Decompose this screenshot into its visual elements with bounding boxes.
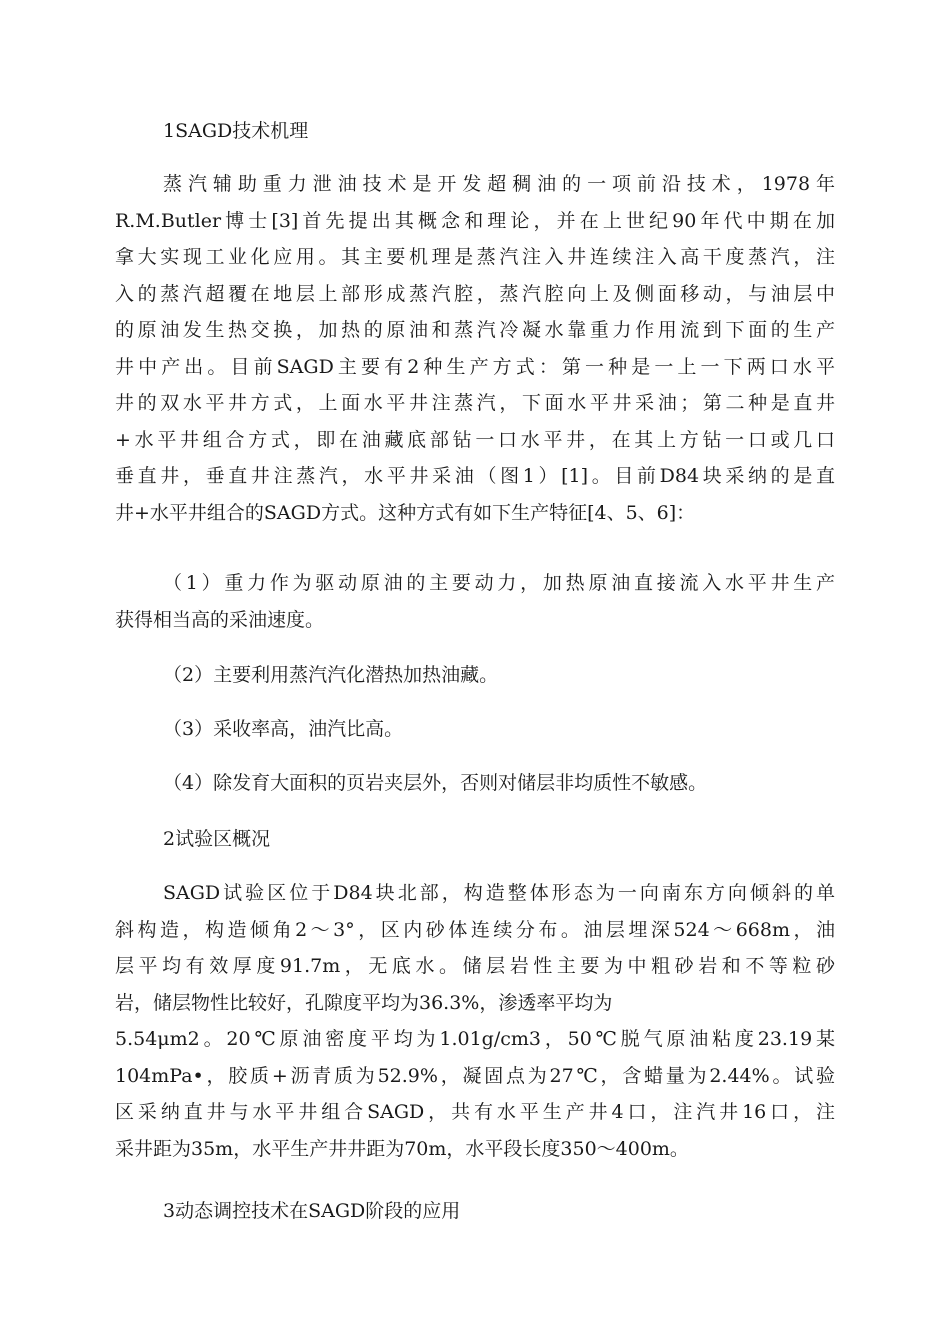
paragraph-line: 拿大实现工业化应用。其主要机理是蒸汽注入井连续注入高干度蒸汽，注 bbox=[115, 246, 835, 268]
section-2-heading: 2试验区概况 bbox=[163, 828, 271, 850]
feature-line: （3）采收率高，油汽比高。 bbox=[163, 718, 404, 740]
paragraph-line: 井中产出。目前SAGD主要有2种生产方式：第一种是一上一下两口水平 bbox=[115, 355, 835, 378]
paragraph-line: 井的双水平井方式，上面水平井注蒸汽，下面水平井采油；第二种是直井 bbox=[115, 392, 835, 414]
paragraph-line: 104mPa•，胶质+沥青质为52.9%，凝固点为27℃，含蜡量为2.44%。试验 bbox=[115, 1064, 835, 1087]
paragraph-line: +水平井组合方式，即在油藏底部钻一口水平井，在其上方钻一口或几口 bbox=[115, 428, 835, 451]
paragraph-line: 的原油发生热交换，加热的原油和蒸汽冷凝水靠重力作用流到下面的生产 bbox=[115, 319, 835, 341]
paragraph-line: SAGD试验区位于D84块北部，构造整体形态为一向南东方向倾斜的单 bbox=[163, 882, 835, 904]
paragraph-line: 区采纳直井与水平井组合SAGD，共有水平生产井4口，注汽井16口，注 bbox=[115, 1101, 835, 1123]
feature-2 bbox=[115, 657, 835, 694]
paragraph-line: 岩，储层物性比较好，孔隙度平均为36.3%，渗透率平均为 bbox=[115, 991, 613, 1014]
feature-4 bbox=[115, 765, 835, 802]
paragraph-line: 斜构造，构造倾角2～3°，区内砂体连续分布。油层埋深524～668m，油 bbox=[115, 918, 835, 941]
feature-3 bbox=[115, 711, 835, 748]
paragraph-line: R.M.Butler博士[3]首先提出其概念和理论，并在上世纪90年代中期在加 bbox=[115, 209, 835, 232]
feature-line: （1）重力作为驱动原油的主要动力，加热原油直接流入水平井生产 bbox=[163, 572, 835, 594]
section-2-paragraph bbox=[115, 875, 835, 1167]
feature-line: 获得相当高的采油速度。 bbox=[115, 608, 325, 631]
section-1-heading: 1SAGD技术机理 bbox=[163, 120, 309, 142]
paragraph-line: 井+水平井组合的SAGD方式。这种方式有如下生产特征[4、5、6]： bbox=[115, 501, 696, 524]
section-3-heading: 3动态调控技术在SAGD阶段的应用 bbox=[163, 1200, 461, 1222]
paragraph-line: 入的蒸汽超覆在地层上部形成蒸汽腔，蒸汽腔向上及侧面移动，与油层中 bbox=[115, 282, 835, 305]
paragraph-line: 采井距为35m，水平生产井井距为70m，水平段长度350～400m。 bbox=[115, 1137, 689, 1160]
feature-line: （4）除发育大面积的页岩夹层外，否则对储层非均质性不敏感。 bbox=[163, 772, 708, 794]
paragraph-line: 层平均有效厚度91.7m，无底水。储层岩性主要为中粗砂岩和不等粒砂 bbox=[115, 955, 835, 977]
feature-1 bbox=[115, 565, 835, 638]
paragraph-line: 蒸汽辅助重力泄油技术是开发超稠油的一项前沿技术，1978年 bbox=[163, 173, 835, 195]
paragraph-line: 5.54μm2。20℃原油密度平均为1.01g/cm3，50℃脱气原油粘度23.19某 bbox=[115, 1028, 835, 1050]
feature-line: （2）主要利用蒸汽汽化潜热加热油藏。 bbox=[163, 664, 499, 686]
paragraph-line: 垂直井，垂直井注蒸汽，水平井采油（图1）[1]。目前D84块采纳的是直 bbox=[115, 465, 835, 487]
section-1-paragraph bbox=[115, 166, 835, 531]
